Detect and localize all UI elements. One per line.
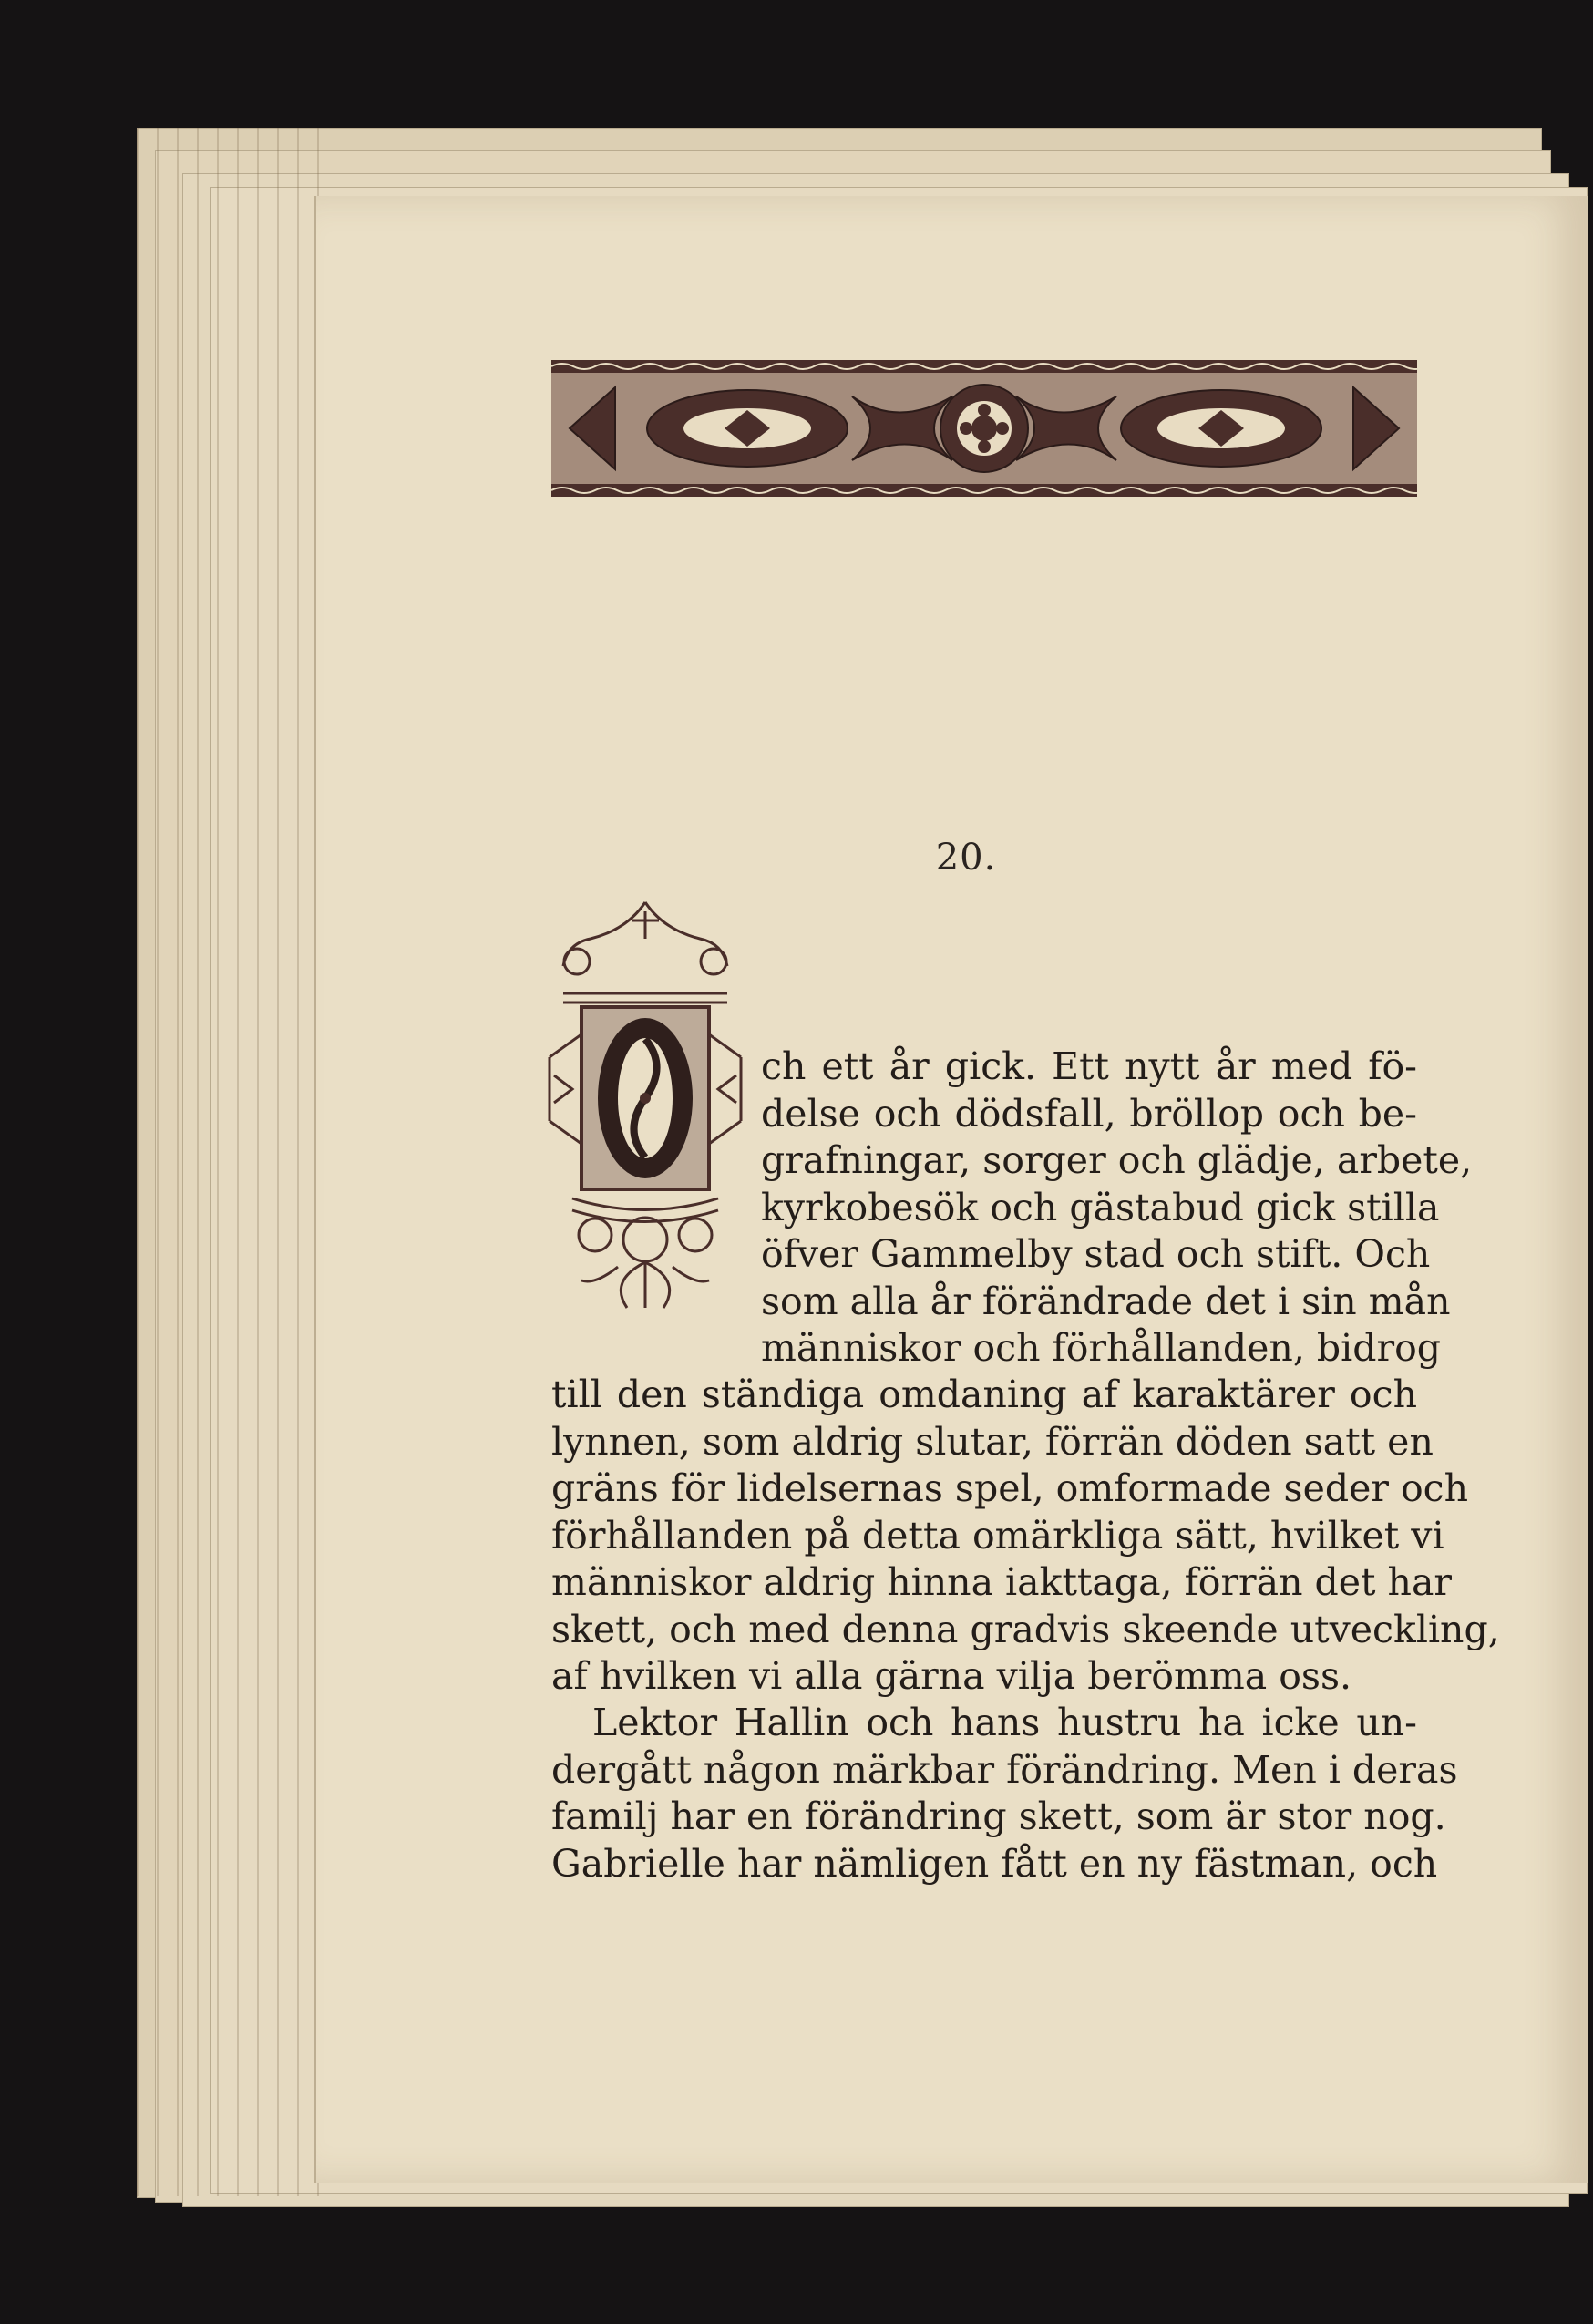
chapter-number: 20. (935, 837, 997, 879)
text-line: delse och dödsfall, bröllop och be- (761, 1091, 1417, 1136)
text-line: förhållanden på detta omärkliga sätt, hvilket vi (551, 1513, 1444, 1558)
text-line: gräns för lidelsernas spel, omformade seder och (551, 1466, 1469, 1510)
text-line: lynnen, som aldrig slutar, förrän döden satt en (551, 1419, 1434, 1464)
text-line: dergått någon märkbar förändring. Men i deras (551, 1747, 1458, 1792)
paragraph-1-beside-initial (761, 1044, 1473, 1373)
text-line: familj har en förändring skett, som är stor nog. (551, 1794, 1446, 1838)
paragraph-2 (551, 1700, 1458, 1887)
page-edges (137, 128, 319, 2196)
ornamental-initial-o (545, 893, 745, 1312)
text-line: ch ett år gick. Ett nytt år med fö- (761, 1044, 1417, 1088)
headpiece-ornament (551, 360, 1417, 497)
text-line: människor och förhållanden, bidrog (761, 1326, 1442, 1370)
text-line: Gabrielle har nämligen fått en ny fästman, och (551, 1841, 1438, 1886)
text-line: Lektor Hallin och hans hustru ha icke un- (592, 1701, 1417, 1744)
text-line: till den ständiga omdaning af karaktärer och (551, 1373, 1417, 1416)
text-line: öfver Gammelby stad och stift. Och (761, 1232, 1431, 1276)
text-line: människor aldrig hinna iakttaga, förrän det har (551, 1560, 1453, 1604)
text-line: skett, och med denna gradvis skeende utveckling, (551, 1607, 1500, 1651)
text-line: kyrkobesök och gästabud gick stilla (761, 1185, 1440, 1229)
paragraph-1-continuation (551, 1372, 1500, 1701)
text-line: grafningar, sorger och glädje, arbete, (761, 1138, 1473, 1182)
text-line: af hvilken vi alla gärna vilja berömma oss. (551, 1654, 1352, 1698)
text-line: som alla år förändrade det i sin mån (761, 1279, 1451, 1323)
